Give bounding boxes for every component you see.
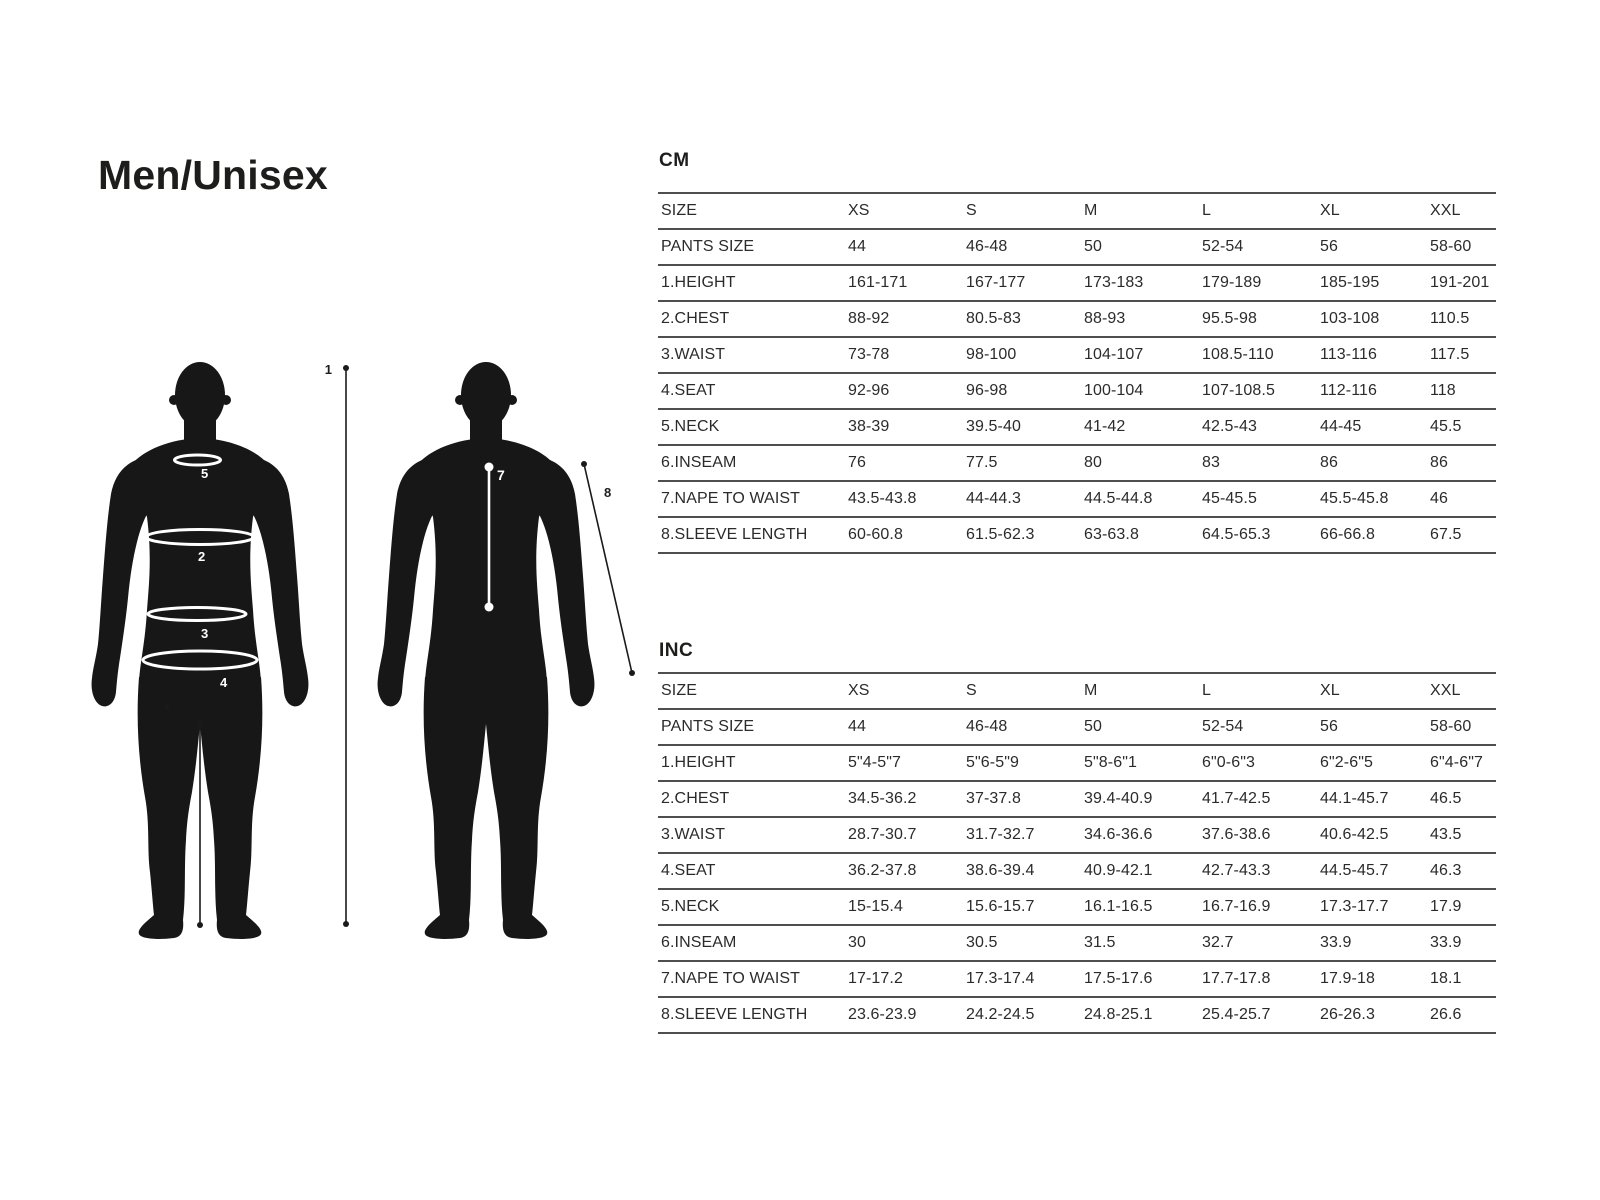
table-row-size — [658, 194, 1496, 230]
cell-value: 32.7 — [1202, 934, 1234, 951]
cell-value: 191-201 — [1430, 274, 1490, 291]
cell-value: 39.5-40 — [966, 418, 1021, 435]
cell-value: 41-42 — [1084, 418, 1126, 435]
measure-label-nape-to-waist: 7 — [497, 467, 505, 483]
cell-value: 161-171 — [848, 274, 908, 291]
cell-value: 63-63.8 — [1084, 526, 1139, 543]
cell-value: 104-107 — [1084, 346, 1144, 363]
table-row-2-chest — [658, 302, 1496, 338]
cell-value: 17-17.2 — [848, 970, 903, 987]
cell-value: 36.2-37.8 — [848, 862, 917, 879]
cell-value: 38.6-39.4 — [966, 862, 1035, 879]
measure-label-seat: 4 — [220, 675, 228, 690]
row-label: 5.NECK — [661, 418, 720, 435]
cell-value: 16.1-16.5 — [1084, 898, 1153, 915]
page-title: Men/Unisex — [98, 152, 328, 198]
cell-value: 64.5-65.3 — [1202, 526, 1271, 543]
row-label: SIZE — [661, 202, 697, 219]
cell-value: 23.6-23.9 — [848, 1006, 917, 1023]
cell-value: XL — [1320, 682, 1340, 699]
row-label: 1.HEIGHT — [661, 754, 736, 771]
cell-value: 80.5-83 — [966, 310, 1021, 327]
cell-value: 86 — [1320, 454, 1338, 471]
cell-value: 76 — [848, 454, 866, 471]
row-label: 5.NECK — [661, 898, 720, 915]
row-label: 6.INSEAM — [661, 934, 737, 951]
height-measure-line — [325, 362, 349, 927]
cell-value: 40.6-42.5 — [1320, 826, 1389, 843]
cell-value: 100-104 — [1084, 382, 1144, 399]
cell-value: XXL — [1430, 682, 1461, 699]
cell-value: 44.5-44.8 — [1084, 490, 1153, 507]
cell-value: 96-98 — [966, 382, 1008, 399]
inc-size-table — [658, 672, 1496, 1034]
row-label: PANTS SIZE — [661, 238, 755, 255]
row-label: 2.CHEST — [661, 790, 730, 807]
cell-value: 28.7-30.7 — [848, 826, 917, 843]
cell-value: 15-15.4 — [848, 898, 903, 915]
cm-size-table — [658, 192, 1496, 554]
cell-value: 39.4-40.9 — [1084, 790, 1153, 807]
cell-value: 77.5 — [966, 454, 998, 471]
measure-label-height: 1 — [324, 362, 332, 377]
cell-value: 24.2-24.5 — [966, 1006, 1035, 1023]
cell-value: M — [1084, 682, 1098, 699]
cell-value: 6"0-6"3 — [1202, 754, 1255, 771]
row-label: 8.SLEEVE LENGTH — [661, 1006, 808, 1023]
cell-value: 103-108 — [1320, 310, 1380, 327]
cell-value: 37-37.8 — [966, 790, 1021, 807]
inc-table-heading: INC — [659, 640, 694, 661]
cell-value: 30 — [848, 934, 866, 951]
table-row-8-sleeve-length — [658, 998, 1496, 1034]
table-row-size — [658, 674, 1496, 710]
cell-value: 86 — [1430, 454, 1448, 471]
table-row-1-height — [658, 746, 1496, 782]
cell-value: 41.7-42.5 — [1202, 790, 1271, 807]
cell-value: 6"2-6"5 — [1320, 754, 1373, 771]
measure-label-chest: 2 — [198, 549, 206, 564]
cell-value: 167-177 — [966, 274, 1026, 291]
cell-value: 15.6-15.7 — [966, 898, 1035, 915]
cell-value: XS — [848, 202, 870, 219]
cell-value: 56 — [1320, 238, 1338, 255]
cell-value: 52-54 — [1202, 238, 1244, 255]
cell-value: 43.5-43.8 — [848, 490, 917, 507]
cell-value: 45.5 — [1430, 418, 1462, 435]
cell-value: S — [966, 682, 977, 699]
cell-value: 18.1 — [1430, 970, 1462, 987]
cell-value: 17.9 — [1430, 898, 1462, 915]
cell-value: 17.9-18 — [1320, 970, 1375, 987]
cell-value: 30.5 — [966, 934, 998, 951]
cell-value: 98-100 — [966, 346, 1017, 363]
measurement-figures — [80, 350, 650, 950]
sleeve-length-measure-line — [581, 461, 635, 676]
measure-label-neck: 5 — [201, 466, 209, 481]
table-row-2-chest — [658, 782, 1496, 818]
cell-value: 44 — [848, 718, 866, 735]
cell-value: 117.5 — [1430, 346, 1470, 363]
row-label: 4.SEAT — [661, 862, 716, 879]
cell-value: 88-92 — [848, 310, 890, 327]
table-row-4-seat — [658, 854, 1496, 890]
cell-value: 17.3-17.7 — [1320, 898, 1389, 915]
row-label: 7.NAPE TO WAIST — [661, 490, 801, 507]
cell-value: 46 — [1430, 490, 1448, 507]
cell-value: 46.5 — [1430, 790, 1462, 807]
cell-value: 34.6-36.6 — [1084, 826, 1153, 843]
cell-value: 46-48 — [966, 718, 1008, 735]
cell-value: 185-195 — [1320, 274, 1380, 291]
cell-value: 88-93 — [1084, 310, 1126, 327]
row-label: 6.INSEAM — [661, 454, 737, 471]
cell-value: 118 — [1430, 382, 1456, 399]
cell-value: 42.7-43.3 — [1202, 862, 1271, 879]
table-row-1-height — [658, 266, 1496, 302]
cell-value: 50 — [1084, 718, 1102, 735]
row-label: SIZE — [661, 682, 697, 699]
cell-value: M — [1084, 202, 1098, 219]
back-figure-silhouette — [378, 362, 595, 939]
cell-value: 46-48 — [966, 238, 1008, 255]
cell-value: L — [1202, 682, 1211, 699]
cell-value: 107-108.5 — [1202, 382, 1275, 399]
table-row-7-nape-to-waist — [658, 482, 1496, 518]
cell-value: 56 — [1320, 718, 1338, 735]
cell-value: 44 — [848, 238, 866, 255]
cell-value: 26.6 — [1430, 1006, 1462, 1023]
cell-value: S — [966, 202, 977, 219]
cell-value: 46.3 — [1430, 862, 1462, 879]
table-row-8-sleeve-length — [658, 518, 1496, 554]
row-label: PANTS SIZE — [661, 718, 755, 735]
cell-value: 44.5-45.7 — [1320, 862, 1389, 879]
cell-value: 17.5-17.6 — [1084, 970, 1153, 987]
cell-value: XL — [1320, 202, 1340, 219]
table-row-3-waist — [658, 338, 1496, 374]
cell-value: 73-78 — [848, 346, 890, 363]
cell-value: 66-66.8 — [1320, 526, 1375, 543]
inseam-dot-marker — [165, 705, 170, 710]
table-row-6-inseam — [658, 926, 1496, 962]
cell-value: 67.5 — [1430, 526, 1462, 543]
cell-value: 83 — [1202, 454, 1220, 471]
cell-value: 5"8-6"1 — [1084, 754, 1137, 771]
cell-value: 61.5-62.3 — [966, 526, 1035, 543]
cell-value: 40.9-42.1 — [1084, 862, 1153, 879]
cell-value: 38-39 — [848, 418, 890, 435]
cell-value: 110.5 — [1430, 310, 1470, 327]
cell-value: 44.1-45.7 — [1320, 790, 1389, 807]
cm-table-heading: CM — [659, 150, 690, 171]
row-label: 1.HEIGHT — [661, 274, 736, 291]
cell-value: 44-45 — [1320, 418, 1362, 435]
table-row-pants-size — [658, 710, 1496, 746]
cell-value: 17.7-17.8 — [1202, 970, 1271, 987]
cell-value: 52-54 — [1202, 718, 1244, 735]
cell-value: 33.9 — [1320, 934, 1352, 951]
cell-value: 50 — [1084, 238, 1102, 255]
cell-value: 16.7-16.9 — [1202, 898, 1271, 915]
cell-value: 6"4-6"7 — [1430, 754, 1483, 771]
cell-value: 112-116 — [1320, 382, 1378, 399]
measure-label-sleeve-length: 8 — [604, 485, 612, 500]
cell-value: 80 — [1084, 454, 1102, 471]
cell-value: 31.5 — [1084, 934, 1116, 951]
row-label: 2.CHEST — [661, 310, 730, 327]
row-label: 3.WAIST — [661, 346, 726, 363]
measure-label-waist: 3 — [201, 626, 209, 641]
cell-value: 25.4-25.7 — [1202, 1006, 1271, 1023]
cell-value: 95.5-98 — [1202, 310, 1257, 327]
cell-value: 34.5-36.2 — [848, 790, 917, 807]
cell-value: 33.9 — [1430, 934, 1462, 951]
table-row-7-nape-to-waist — [658, 962, 1496, 998]
cell-value: 45.5-45.8 — [1320, 490, 1389, 507]
row-label: 7.NAPE TO WAIST — [661, 970, 801, 987]
cell-value: 43.5 — [1430, 826, 1462, 843]
table-row-4-seat — [658, 374, 1496, 410]
cell-value: 179-189 — [1202, 274, 1262, 291]
cell-value: 42.5-43 — [1202, 418, 1257, 435]
table-row-3-waist — [658, 818, 1496, 854]
cell-value: 92-96 — [848, 382, 890, 399]
cell-value: 17.3-17.4 — [966, 970, 1035, 987]
row-label: 4.SEAT — [661, 382, 716, 399]
row-label: 3.WAIST — [661, 826, 726, 843]
cell-value: 58-60 — [1430, 238, 1472, 255]
cell-value: XXL — [1430, 202, 1461, 219]
cell-value: 24.8-25.1 — [1084, 1006, 1153, 1023]
cell-value: 45-45.5 — [1202, 490, 1257, 507]
table-row-6-inseam — [658, 446, 1496, 482]
cell-value: 37.6-38.6 — [1202, 826, 1271, 843]
cell-value: 58-60 — [1430, 718, 1472, 735]
cell-value: 31.7-32.7 — [966, 826, 1035, 843]
cell-value: 173-183 — [1084, 274, 1144, 291]
cell-value: 26-26.3 — [1320, 1006, 1375, 1023]
table-row-pants-size — [658, 230, 1496, 266]
cell-value: 5"6-5"9 — [966, 754, 1019, 771]
table-row-5-neck — [658, 890, 1496, 926]
cell-value: 5"4-5"7 — [848, 754, 901, 771]
cell-value: L — [1202, 202, 1211, 219]
cell-value: 108.5-110 — [1202, 346, 1274, 363]
cell-value: 60-60.8 — [848, 526, 903, 543]
cell-value: 44-44.3 — [966, 490, 1021, 507]
table-row-5-neck — [658, 410, 1496, 446]
cell-value: 113-116 — [1320, 346, 1378, 363]
row-label: 8.SLEEVE LENGTH — [661, 526, 808, 543]
cell-value: XS — [848, 682, 870, 699]
